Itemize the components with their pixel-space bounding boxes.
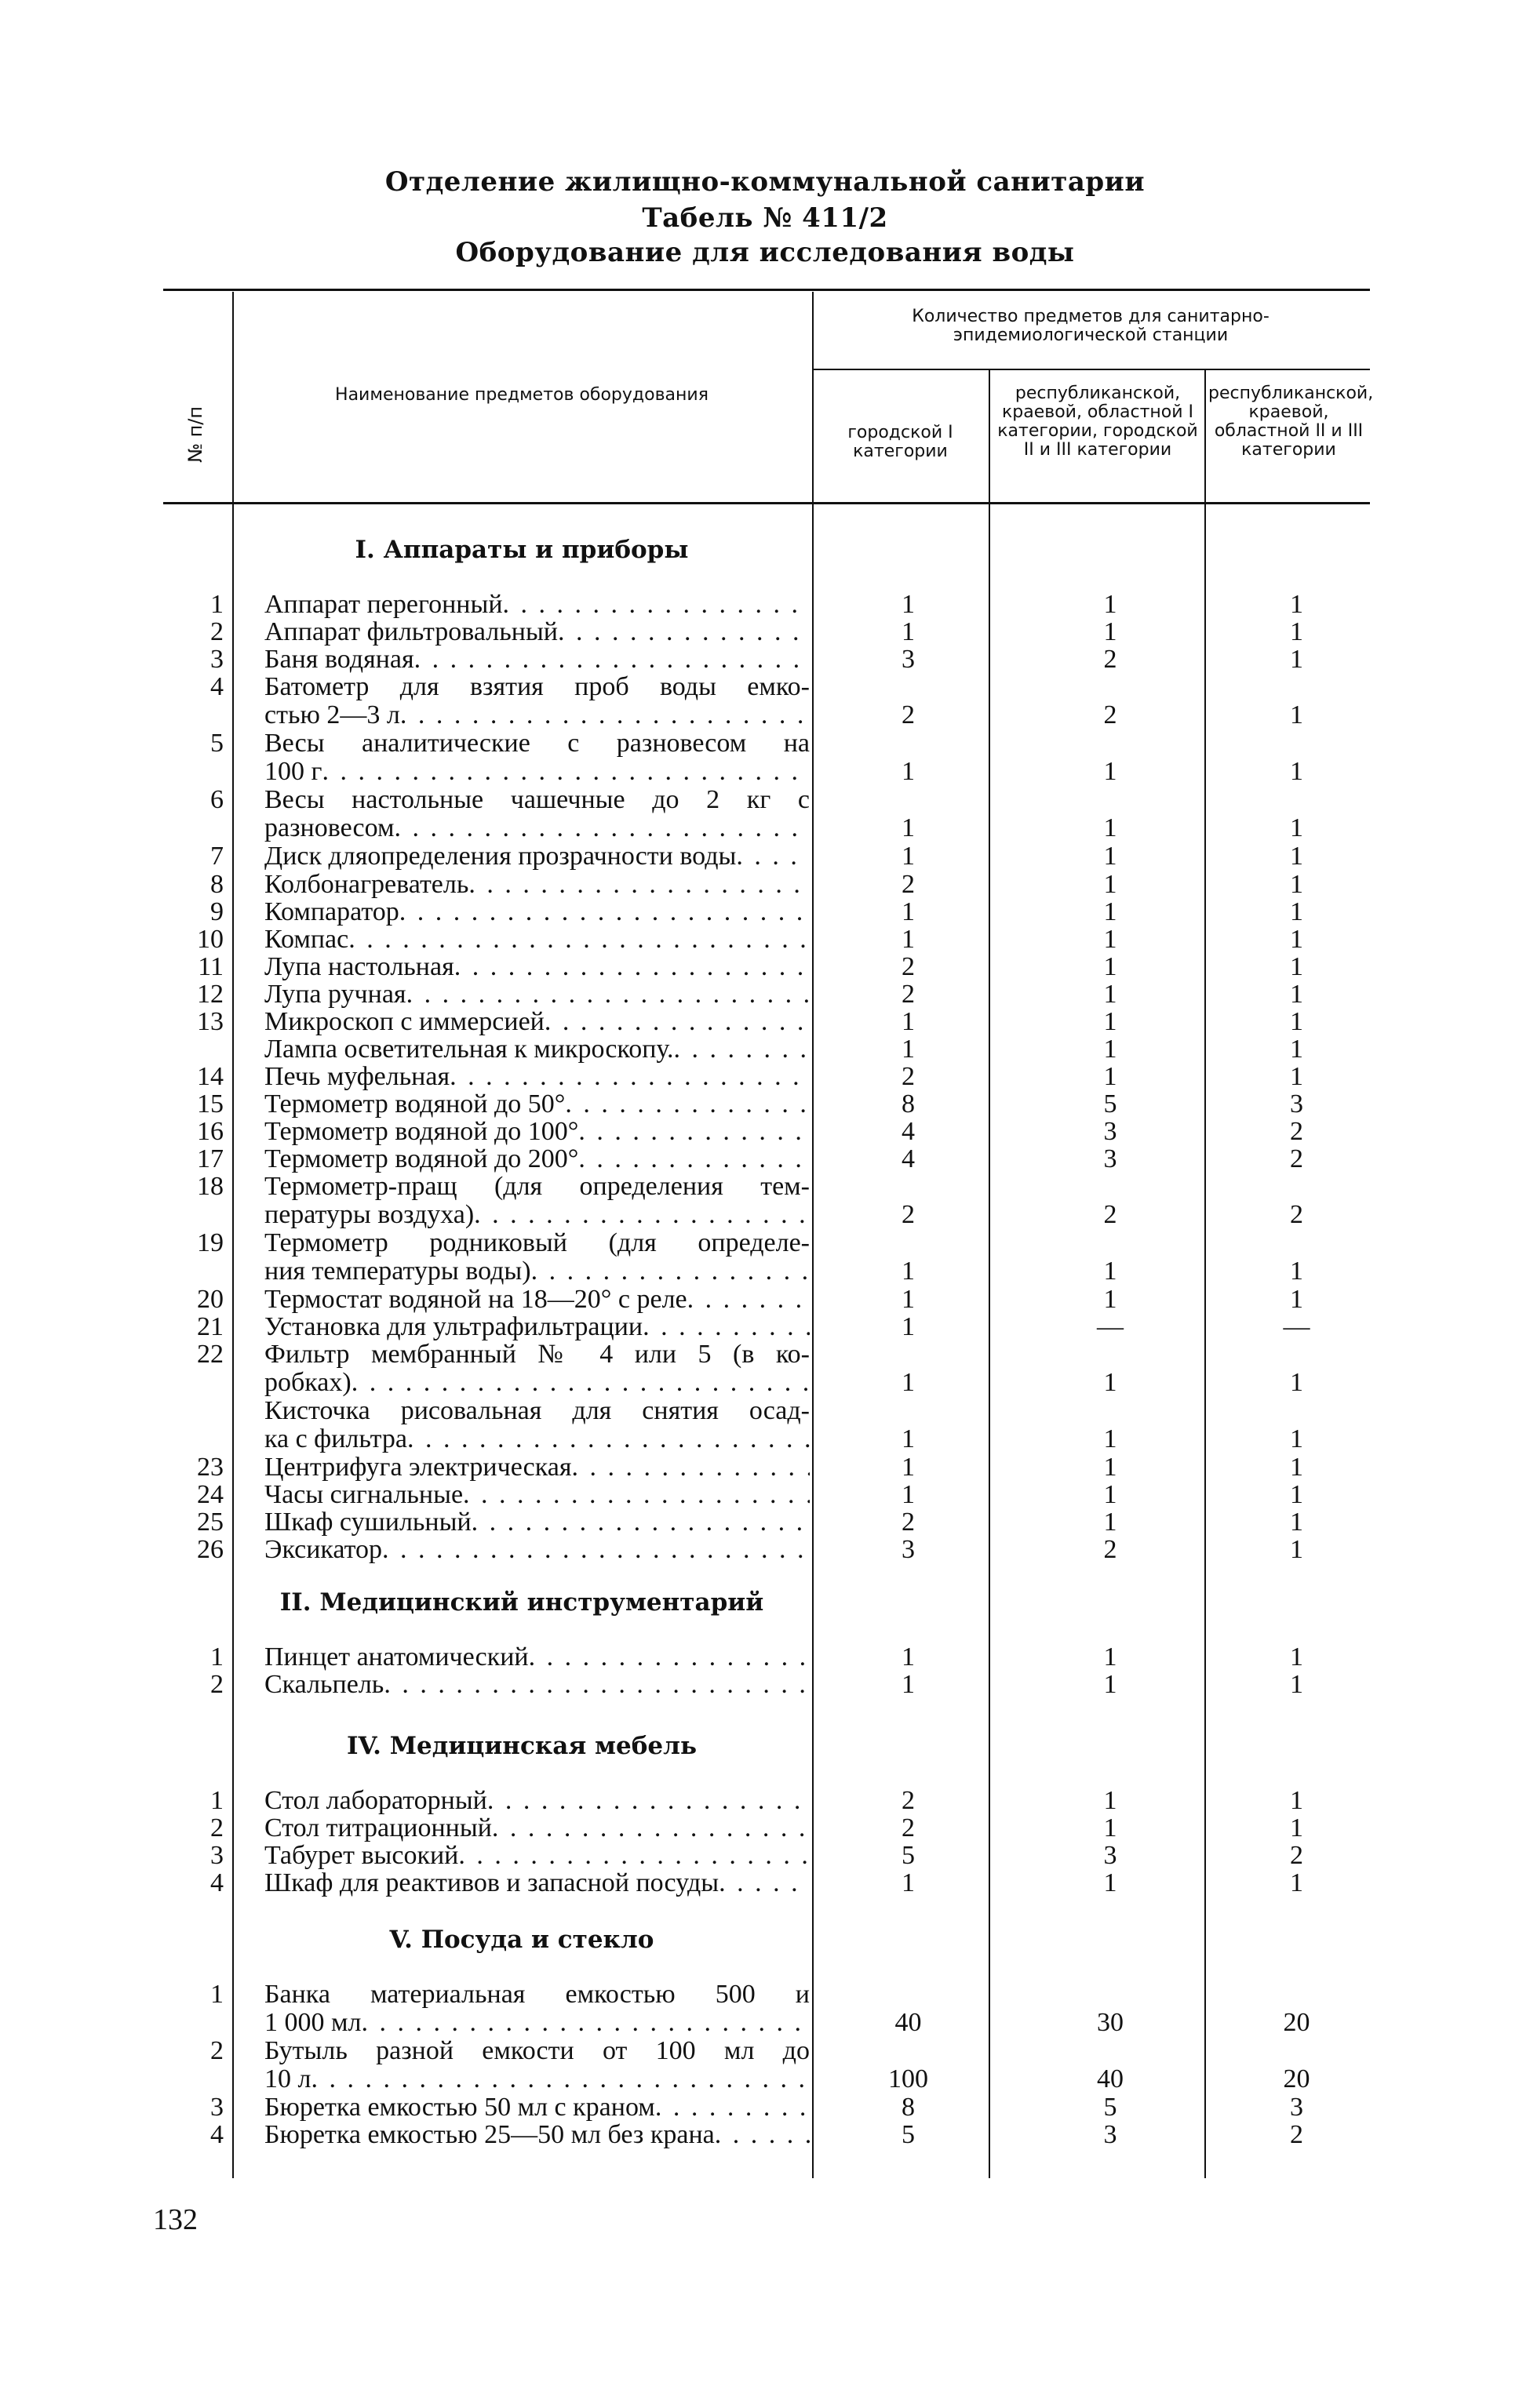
quantity-cell: 1 [1290,757,1303,786]
item-name-line: Табурет высокий [264,1842,459,1870]
dot-leader [558,618,810,646]
item-name [264,1981,810,2037]
row-number: 15 [197,1089,224,1119]
dot-leader [468,871,810,899]
quantity-cell: 1 [902,842,915,871]
quantity-cell: 1 [902,590,915,619]
dot-leader [400,701,810,729]
quantity-cell: 1 [1290,1453,1303,1482]
quantity-cell: 8 [902,2093,915,2122]
item-name [264,591,810,619]
row-number: 3 [210,645,224,674]
quantity-cell: 1 [902,757,915,786]
item-name [264,1536,810,1564]
quantity-cell: 1 [1290,1786,1303,1815]
quantity-cell: 2 [902,980,915,1009]
row-number: 2 [210,1670,224,1699]
item-name-line: ния температуры воды) [264,1257,531,1286]
item-name-line: Установка для ультрафильтрации [264,1313,643,1341]
column-header-republic-2: республиканской, краевой, областной II и III категории [1208,384,1374,460]
quantity-cell: 1 [1103,952,1117,981]
quantity-cell: 1 [1103,757,1117,786]
section-title: I. Аппараты и приборы [355,536,689,564]
quantity-cell: 40 [894,2008,922,2037]
item-name [264,953,810,981]
quantity-cell: 2 [1290,1200,1303,1229]
row-number: 23 [197,1453,224,1482]
dot-leader [352,1369,810,1397]
row-number: 8 [210,870,224,899]
dot-leader [384,1671,810,1699]
item-name-line: Термостат водяной на 18—20° с реле [264,1286,687,1314]
item-name [264,1869,810,1897]
quantity-cell: 1 [1290,897,1303,926]
quantity-cell: 1 [1103,980,1117,1009]
quantity-cell: 1 [1103,842,1117,871]
item-name-line: Диск дляопределения прозрачности воды [264,842,737,871]
dot-leader [492,1814,810,1842]
item-name-line: Центрифуга электрическая [264,1453,572,1482]
quantity-cell: 1 [1103,1285,1117,1314]
item-name-line: 1 000 мл [264,2009,362,2037]
item-name [264,1118,810,1146]
table-number: Табель № 411/2 [642,202,888,234]
dot-leader [474,1201,810,1229]
quantity-cell: 2 [902,1508,915,1537]
table-title: Оборудование для исследования воды [455,237,1075,268]
quantity-cell: 1 [902,617,915,646]
quantity-cell: 2 [1290,1117,1303,1146]
quantity-cell: 1 [1290,1368,1303,1397]
quantity-cell: 1 [902,1670,915,1699]
item-name-line: Печь муфельная [264,1063,450,1091]
quantity-cell: 40 [1097,2064,1124,2093]
row-number: 14 [197,1062,224,1091]
quantity-cell: 1 [902,1312,915,1341]
quantity-cell: — [1097,1312,1124,1341]
quantity-cell: 1 [902,1035,915,1064]
item-name-line: Лампа осветительная к микроскопу. [264,1035,674,1064]
dot-leader [407,1425,810,1453]
dot-leader [406,980,810,1009]
item-name-line: Батометр для взятия проб воды емко- [264,673,810,701]
item-name-line: Фильтр мембранный № 4 или 5 (в ко- [264,1340,810,1369]
row-number: 4 [210,2120,224,2149]
dot-leader [545,1008,810,1036]
item-name [264,2037,810,2093]
row-number: 25 [197,1508,224,1537]
item-name [264,646,810,674]
item-name-line: Весы аналитические с разновесом на [264,729,810,758]
item-name [264,673,810,729]
quantity-cell: 3 [1103,1144,1117,1173]
quantity-cell: — [1283,1312,1310,1341]
row-number: 26 [197,1535,224,1564]
col-divider-2 [812,292,814,2178]
row-number: 16 [197,1117,224,1146]
quantity-cell: 1 [1103,1035,1117,1064]
item-name [264,1063,810,1091]
dot-leader [719,1869,810,1897]
dot-leader [311,2065,810,2093]
item-name [264,1842,810,1870]
row-number: 7 [210,842,224,871]
item-name [264,1035,810,1064]
section-title: V. Посуда и стекло [389,1926,654,1954]
row-number: 17 [197,1144,224,1173]
quantity-cell: 1 [1103,1813,1117,1842]
dot-leader [571,1453,810,1482]
quantity-cell: 1 [1103,1670,1117,1699]
quantity-cell: 2 [1103,1200,1117,1229]
header-bottom-rule [163,502,1370,504]
item-name [264,618,810,646]
item-name [264,1286,810,1314]
row-number: 13 [197,1007,224,1036]
item-name-line: Весы настольные чашечные до 2 кг с [264,786,810,814]
item-name-line: Бутыль разной емкости от 100 мл до [264,2037,810,2065]
dot-leader [361,2009,810,2037]
item-name-line: Стол титрационный [264,1814,492,1842]
dot-leader [458,1842,810,1870]
item-name [264,1008,810,1036]
column-header-name: Наименование предметов оборудования [335,385,709,405]
quantity-cell: 1 [1290,1424,1303,1453]
quantity-cell: 2 [1290,2120,1303,2149]
section-title: II. Медицинский инструментарий [279,1588,764,1617]
quantity-cell: 8 [902,1089,915,1119]
item-name [264,729,810,786]
quantity-cell: 3 [902,1535,915,1564]
row-number: 5 [210,729,224,758]
item-name [264,2121,810,2149]
col-divider-1 [232,292,234,2178]
row-number: 2 [210,2036,224,2065]
dot-leader [529,1643,810,1671]
item-name [264,1453,810,1482]
dot-leader [736,842,810,871]
item-name-line: Шкаф для реактивов и запасной посуды [264,1869,719,1897]
quantity-cell: 1 [1103,1786,1117,1815]
quantity-cell: 1 [1103,1642,1117,1671]
item-name [264,1671,810,1699]
quantity-cell: 1 [1103,870,1117,899]
quantity-cell: 2 [1290,1841,1303,1870]
dot-leader [322,758,810,786]
quantity-cell: 4 [902,1144,915,1173]
item-name [264,980,810,1009]
dot-leader [578,1145,810,1173]
item-name-line: Бюретка емкостью 25—50 мл без крана [264,2121,715,2149]
group-header-rule [814,369,1370,370]
item-name-line: Термометр водяной до 100° [264,1118,579,1146]
quantity-cell: 1 [1290,700,1303,729]
quantity-cell: 1 [1103,1868,1117,1897]
quantity-cell: 1 [1103,925,1117,954]
quantity-cell: 3 [1103,2120,1117,2149]
item-name [264,1090,810,1119]
item-name-line: 100 г [264,758,322,786]
item-name [264,1814,810,1842]
quantity-cell: 1 [902,897,915,926]
dot-leader [643,1313,810,1341]
quantity-cell: 2 [902,1062,915,1091]
dot-leader [687,1286,810,1314]
quantity-cell: 1 [902,1368,915,1397]
item-name-line: Баня водяная [264,646,414,674]
quantity-cell: 1 [1290,1285,1303,1314]
department-title: Отделение жилищно-коммунальной санитарии [384,166,1146,198]
dot-leader [348,926,810,954]
quantity-cell: 100 [888,2064,928,2093]
row-number: 10 [197,925,224,954]
column-header-city: городской I категории [847,423,953,461]
quantity-cell: 1 [902,1642,915,1671]
dot-leader [382,1536,810,1564]
quantity-cell: 1 [1290,813,1303,842]
column-header-number: № п/п [184,406,206,463]
quantity-cell: 1 [902,1480,915,1509]
row-number: 11 [198,952,224,981]
quantity-cell: 1 [1103,617,1117,646]
item-name-line: Банка материальная емкостью 500 и [264,1981,810,2009]
quantity-cell: 1 [1103,1424,1117,1453]
quantity-cell: 1 [902,1257,915,1286]
row-number: 2 [210,617,224,646]
quantity-cell: 4 [902,1117,915,1146]
quantity-cell: 1 [1103,1007,1117,1036]
quantity-cell: 3 [1103,1841,1117,1870]
item-name-line: Пинцет анатомический [264,1643,529,1671]
item-name [264,1340,810,1397]
quantity-cell: 1 [1290,1480,1303,1509]
row-number: 12 [197,980,224,1009]
quantity-cell: 1 [1103,1062,1117,1091]
row-number: 1 [210,1980,224,2009]
item-name [264,1397,810,1453]
dot-leader [454,953,810,981]
quantity-cell: 1 [902,1453,915,1482]
item-name-line: Аппарат перегонный [264,591,503,619]
quantity-cell: 1 [1290,1868,1303,1897]
quantity-cell: 1 [1290,1035,1303,1064]
item-name-line: Колбонагреватель [264,871,469,899]
quantity-cell: 1 [1290,590,1303,619]
item-name-line: Шкаф сушильный [264,1508,472,1537]
item-name-line: Термометр водяной до 200° [264,1145,579,1173]
quantity-cell: 2 [1290,1144,1303,1173]
page-number: 132 [153,2203,198,2236]
item-name-line: разновесом [264,814,395,842]
row-number: 20 [197,1285,224,1314]
item-name [264,2093,810,2122]
row-number: 1 [210,1642,224,1671]
item-name-line: 10 л [264,2065,311,2093]
quantity-cell: 1 [1290,1062,1303,1091]
item-name-line: Термометр водяной до 50° [264,1090,566,1119]
quantity-cell: 1 [1290,1642,1303,1671]
quantity-cell: 1 [1290,1535,1303,1564]
item-name-line: Стол лабораторный [264,1787,487,1815]
item-name [264,871,810,899]
quantity-cell: 1 [1103,897,1117,926]
item-name-line: пературы воздуха) [264,1201,475,1229]
quantity-cell: 1 [1290,617,1303,646]
quantity-cell: 20 [1283,2008,1310,2037]
item-name-line: Компаратор [264,898,399,926]
dot-leader [715,2121,810,2149]
row-number: 3 [210,2093,224,2122]
quantity-cell: 1 [1103,813,1117,842]
quantity-cell: 3 [1290,1089,1303,1119]
dot-leader [674,1035,810,1064]
quantity-cell: 1 [1290,842,1303,871]
item-name-line: Часы сигнальные [264,1481,464,1509]
quantity-cell: 1 [1103,1508,1117,1537]
item-name [264,1643,810,1671]
row-number: 18 [197,1172,224,1201]
item-name-line: Бюретка емкостью 50 мл с краном [264,2093,655,2122]
quantity-cell: 1 [1290,1508,1303,1537]
item-name-line: ка с фильтра [264,1425,407,1453]
dot-leader [472,1508,810,1537]
item-name [264,898,810,926]
item-name [264,1145,810,1173]
quantity-cell: 3 [1103,1117,1117,1146]
quantity-cell: 3 [1290,2093,1303,2122]
item-name-line: Эксикатор [264,1536,383,1564]
dot-leader [655,2093,810,2122]
quantity-cell: 20 [1283,2064,1310,2093]
item-name [264,786,810,842]
item-name-line: робках) [264,1369,352,1397]
row-number: 22 [197,1340,224,1369]
row-number: 2 [210,1813,224,1842]
item-name-line: Термометр родниковый (для определе- [264,1229,810,1257]
quantity-cell: 1 [1290,1670,1303,1699]
quantity-cell: 5 [902,2120,915,2149]
dot-leader [565,1090,810,1119]
item-name-line: Скальпель [264,1671,384,1699]
item-name-line: стью 2—3 л [264,701,400,729]
dot-leader [578,1118,810,1146]
item-name [264,1313,810,1341]
quantity-cell: 5 [1103,1089,1117,1119]
quantity-cell: 1 [1103,1257,1117,1286]
quantity-cell: 2 [902,700,915,729]
quantity-cell: 1 [1290,925,1303,954]
item-name-line: Кисточка рисовальная для снятия осад- [264,1397,810,1425]
quantity-cell: 2 [902,870,915,899]
item-name [264,1787,810,1815]
quantity-cell: 1 [902,1868,915,1897]
dot-leader [394,814,810,842]
quantity-cell: 1 [1290,952,1303,981]
quantity-cell: 2 [1103,700,1117,729]
quantity-cell: 1 [1290,645,1303,674]
dot-leader [487,1787,810,1815]
row-number: 24 [197,1480,224,1509]
quantity-cell: 1 [1290,870,1303,899]
column-header-group: Количество предметов для санитарно-эпидемиологической станции [912,307,1270,345]
item-name-line: Микроскоп с иммерсией [264,1008,545,1036]
quantity-cell: 3 [902,645,915,674]
item-name-line: Аппарат фильтровальный [264,618,558,646]
dot-leader [399,898,810,926]
quantity-cell: 1 [1290,1813,1303,1842]
dot-leader [503,591,810,619]
row-number: 19 [197,1228,224,1257]
quantity-cell: 1 [902,813,915,842]
quantity-cell: 1 [1290,980,1303,1009]
row-number: 6 [210,785,224,814]
quantity-cell: 1 [1290,1007,1303,1036]
item-name-line: Лупа ручная [264,980,406,1009]
quantity-cell: 2 [902,1813,915,1842]
item-name-line: Термометр-пращ (для определения тем- [264,1173,810,1201]
row-number: 1 [210,1786,224,1815]
quantity-cell: 1 [902,1285,915,1314]
item-name-line: Лупа настольная [264,953,454,981]
quantity-cell: 2 [902,952,915,981]
quantity-cell: 2 [1103,645,1117,674]
quantity-cell: 1 [902,1007,915,1036]
quantity-cell: 1 [1103,1480,1117,1509]
quantity-cell: 1 [902,1424,915,1453]
row-number: 21 [197,1312,224,1341]
dot-leader [463,1481,810,1509]
column-header-republic-1: республиканской, краевой, областной I категории, городской II и III категории [997,384,1198,460]
quantity-cell: 5 [1103,2093,1117,2122]
item-name [264,1173,810,1229]
quantity-cell: 5 [902,1841,915,1870]
dot-leader [414,646,810,674]
quantity-cell: 30 [1097,2008,1124,2037]
dot-leader [450,1063,810,1091]
quantity-cell: 2 [902,1200,915,1229]
item-name [264,1508,810,1537]
dot-leader [531,1257,810,1286]
item-name-line: Компас [264,926,349,954]
item-name [264,1229,810,1286]
row-number: 1 [210,590,224,619]
header-top-rule [163,289,1370,291]
quantity-cell: 2 [1103,1535,1117,1564]
item-name [264,926,810,954]
quantity-cell: 1 [1103,590,1117,619]
row-number: 4 [210,1868,224,1897]
row-number: 4 [210,672,224,701]
quantity-cell: 2 [902,1786,915,1815]
quantity-cell: 1 [902,925,915,954]
row-number: 9 [210,897,224,926]
quantity-cell: 1 [1103,1453,1117,1482]
quantity-cell: 1 [1103,1368,1117,1397]
row-number: 3 [210,1841,224,1870]
item-name [264,842,810,871]
section-title: IV. Медицинская мебель [347,1732,697,1760]
quantity-cell: 1 [1290,1257,1303,1286]
item-name [264,1481,810,1509]
